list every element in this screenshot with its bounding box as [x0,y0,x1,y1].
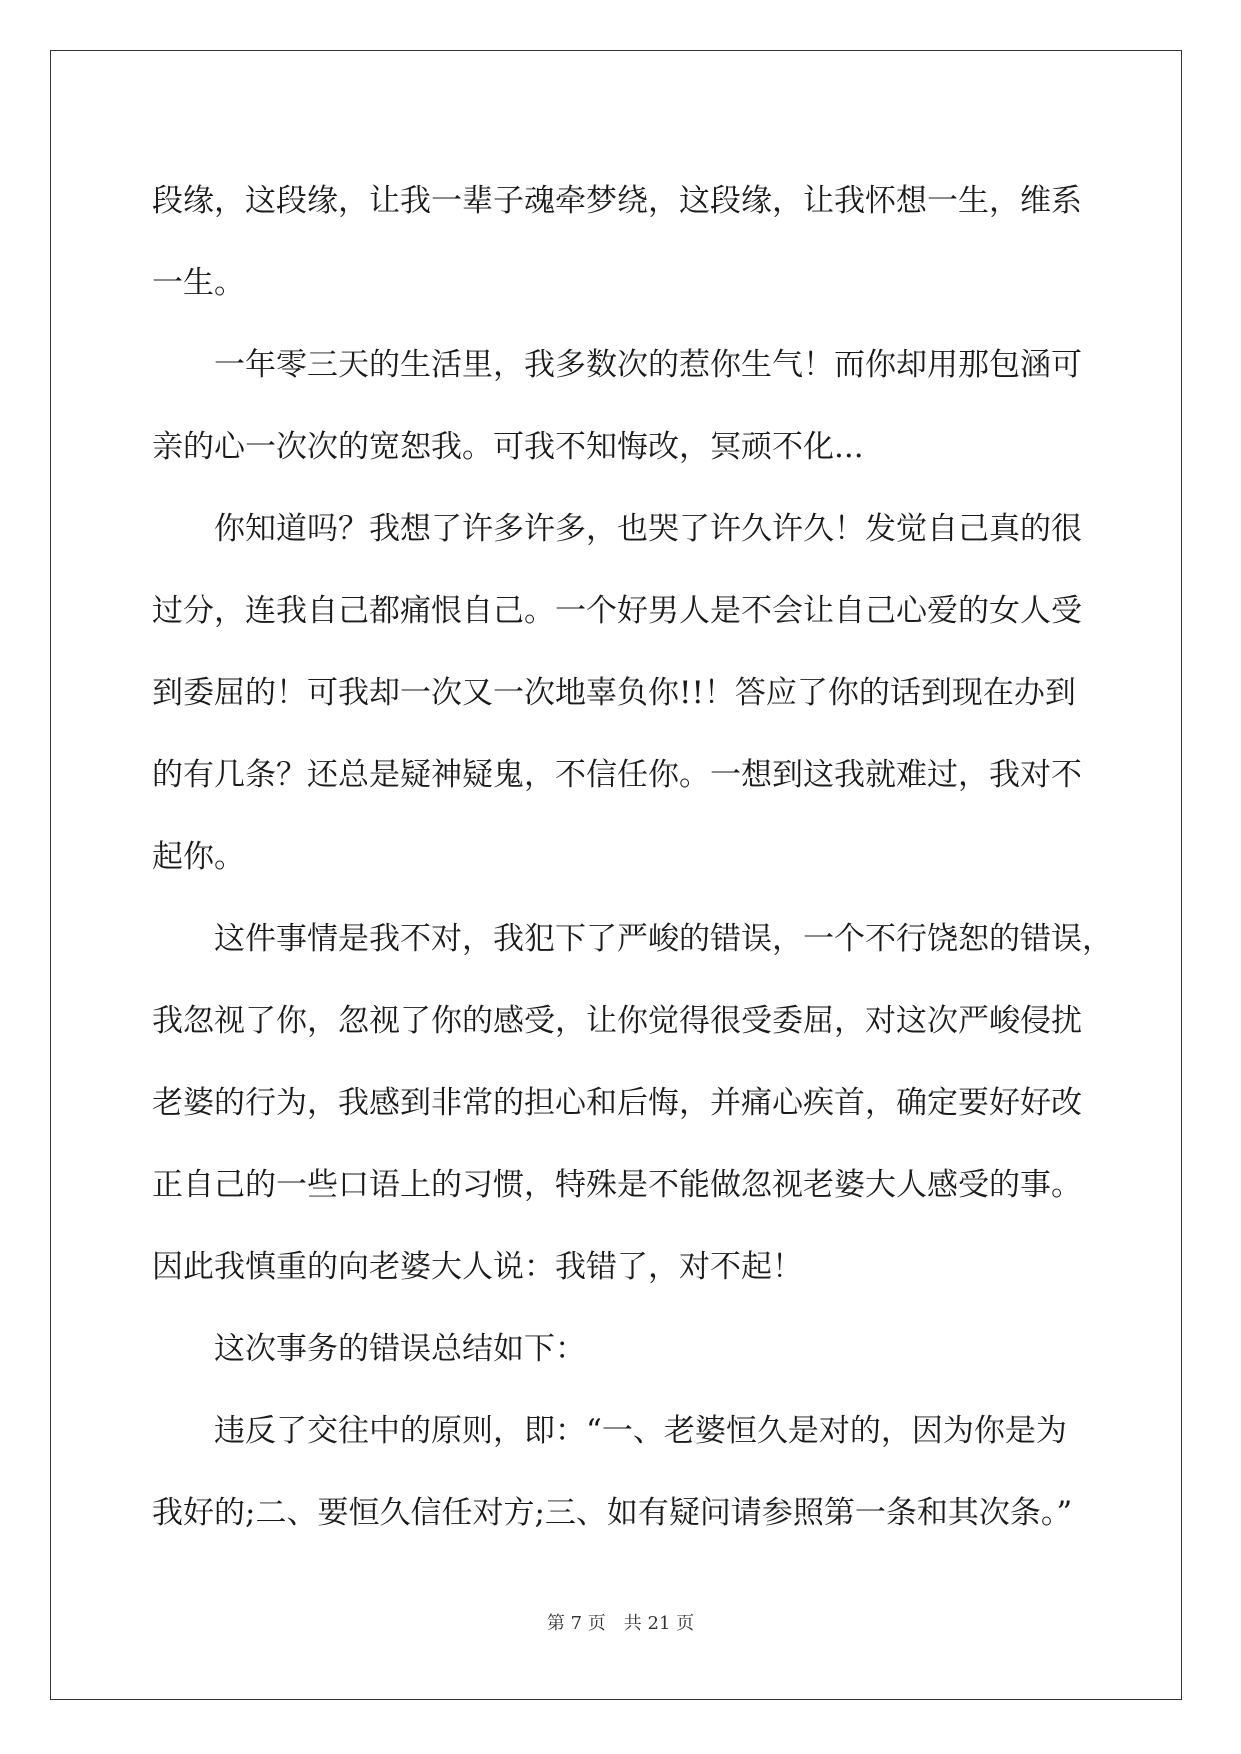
text-line-9: 起你。 [152,839,245,875]
text-line-6: 过分，连我自己都痛恨自己。一个好男人是不会让自己心爱的女人受 [152,593,1082,629]
text-line-2: 一生。 [152,265,245,301]
text-line-4: 亲的心一次次的宽恕我。可我不知悔改，冥顽不化... [152,429,864,465]
page-number: 第 7 页 共 21 页 [546,1613,695,1634]
text-line-7: 到委屈的！可我却一次又一次地辜负你!!！答应了你的话到现在办到 [152,675,1076,711]
text-line-3: 一年零三天的生活里，我多数次的惹你生气！而你却用那包涵可 [214,347,1082,383]
text-line-14: 因此我慎重的向老婆大人说：我错了，对不起！ [152,1249,803,1285]
text-line-16: 违反了交往中的原则，即：“一、老婆恒久是对的，因为你是为 [214,1413,1067,1449]
text-line-1: 段缘，这段缘，让我一辈子魂牵梦绕，这段缘，让我怀想一生，维系 [152,183,1082,219]
text-line-11: 我忽视了你，忽视了你的感受，让你觉得很受委屈，对这次严峻侵扰 [152,1003,1082,1039]
text-line-13: 正自己的一些口语上的习惯，特殊是不能做忽视老婆大人感受的事。 [152,1167,1082,1203]
text-line-17: 我好的;二、要恒久信任对方;三、如有疑问请参照第一条和其次条。” [152,1495,1073,1531]
text-line-15: 这次事务的错误总结如下： [214,1331,586,1367]
text-line-5: 你知道吗？我想了许多许多，也哭了许久许久！发觉自己真的很 [214,511,1082,547]
document-body [152,160,1113,1554]
text-line-12: 老婆的行为，我感到非常的担心和后悔，并痛心疾首，确定要好好改 [152,1085,1082,1121]
text-line-8: 的有几条？还总是疑神疑鬼，不信任你。一想到这我就难过，我对不 [152,757,1082,793]
text-line-10: 这件事情是我不对，我犯下了严峻的错误，一个不行饶恕的错误， [214,921,1113,957]
